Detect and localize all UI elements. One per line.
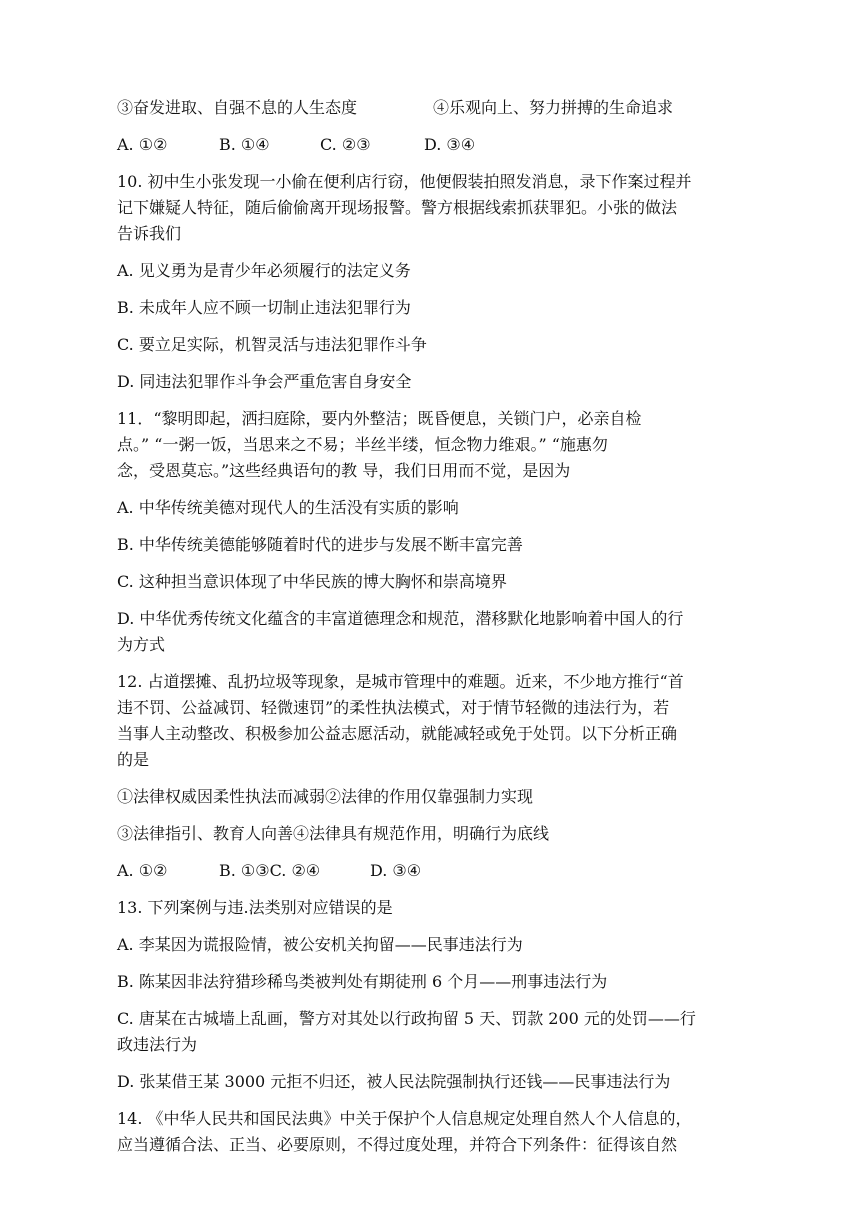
q12-option-a: A. ①② xyxy=(117,861,168,880)
q10-option-d: D. 同违法犯罪作斗争会严重危害自身安全 xyxy=(117,372,412,391)
q12-stem-line-2: 违不罚、公益减罚、轻微速罚”的柔性执法模式，对于情节轻微的违法行为，若 xyxy=(117,698,670,717)
q12-options xyxy=(117,858,740,884)
q10-stem-line-1: 10. 初中生小张发现一小偷在便利店行窃，他便假装拍照发消息，录下作案过程并 xyxy=(117,172,692,191)
q14-stem xyxy=(117,1106,740,1158)
q11-stem-line-1: 11．“黎明即起，洒扫庭除，要内外整洁；既昏便息，关锁门户，必亲自检 xyxy=(117,409,642,428)
q12-option-b-c: B. ①③C. ②④ xyxy=(219,861,321,880)
q13-stem: 13. 下列案例与违.法类别对应错误的是 xyxy=(117,898,393,917)
q10-option-c: C. 要立足实际，机智灵活与违法犯罪作斗争 xyxy=(117,335,427,354)
q10-stem xyxy=(117,169,740,247)
q12-stem-line-4: 的是 xyxy=(117,750,150,769)
q9-item-4: ④乐观向上、努力拼搏的生命追求 xyxy=(433,98,674,117)
q11-option-c: C. 这种担当意识体现了中华民族的博大胸怀和崇高境界 xyxy=(117,572,507,591)
q12-stem-line-1: 12. 占道摆摊、乱扔垃圾等现象，是城市管理中的难题。近来，不少地方推行“首 xyxy=(117,672,684,691)
q10-stem-line-3: 告诉我们 xyxy=(117,224,182,243)
q9-items-row xyxy=(117,95,740,121)
q13-option-c xyxy=(117,1006,740,1058)
q13-option-a: A. 李某因为谎报险情，被公安机关拘留——民事违法行为 xyxy=(117,935,523,954)
q13-option-b: B. 陈某因非法狩猎珍稀鸟类被判处有期徒刑 6 个月——刑事违法行为 xyxy=(117,972,608,991)
q10-stem-line-2: 记下嫌疑人特征，随后偷偷离开现场报警。警方根据线索抓获罪犯。小张的做法 xyxy=(117,198,678,217)
document-page xyxy=(117,95,740,1158)
q9-options xyxy=(117,132,740,158)
q11-option-d-line-1: D. 中华优秀传统文化蕴含的丰富道德理念和规范，潜移默化地影响着中国人的行 xyxy=(117,609,684,628)
q10-option-a: A. 见义勇为是青少年必须履行的法定义务 xyxy=(117,261,411,280)
q12-stem xyxy=(117,669,740,773)
q10-option-b: B. 未成年人应不顾一切制止违法犯罪行为 xyxy=(117,298,411,317)
q13-option-c-line-1: C. 唐某在古城墙上乱画，警方对其处以行政拘留 5 天、罚款 200 元的处罚——行 xyxy=(117,1009,696,1028)
q9-option-b: B. ①④ xyxy=(219,135,270,154)
q9-option-c: C. ②③ xyxy=(320,135,371,154)
q9-item-3: ③奋发进取、自强不息的人生态度 xyxy=(117,98,358,117)
q11-stem xyxy=(117,406,740,484)
q14-stem-line-1: 14. 《中华人民共和国民法典》中关于保护个人信息规定处理自然人个人信息的， xyxy=(117,1109,692,1128)
q14-stem-line-2: 应当遵循合法、正当、必要原则，不得过度处理，并符合下列条件：征得该自然 xyxy=(117,1135,678,1154)
q11-option-b: B. 中华传统美德能够随着时代的进步与发展不断丰富完善 xyxy=(117,535,523,554)
q11-stem-line-2: 点。” “一粥一饭，当思来之不易；半丝半缕，恒念物力维艰。” “施惠勿 xyxy=(117,435,608,454)
q13-option-c-line-2: 政违法行为 xyxy=(117,1035,198,1054)
q12-items-1-2: ①法律权威因柔性执法而减弱②法律的作用仅靠强制力实现 xyxy=(117,787,534,806)
q12-stem-line-3: 当事人主动整改、积极参加公益志愿活动，就能减轻或免于处罚。以下分析正确 xyxy=(117,724,678,743)
q13-option-d: D. 张某借王某 3000 元拒不归还，被人民法院强制执行还钱——民事违法行为 xyxy=(117,1072,671,1091)
q12-items-3-4: ③法律指引、教育人向善④法律具有规范作用，明确行为底线 xyxy=(117,824,550,843)
q11-option-d-line-2: 为方式 xyxy=(117,635,166,654)
q9-option-a: A. ①② xyxy=(117,135,168,154)
q12-option-d: D. ③④ xyxy=(370,861,422,880)
q11-stem-line-3: 念，受恩莫忘。”这些经典语句的教 导，我们日用而不觉，是因为 xyxy=(117,461,571,480)
q11-option-a: A. 中华传统美德对现代人的生活没有实质的影响 xyxy=(117,498,459,517)
q11-option-d xyxy=(117,606,740,658)
q9-option-d: D. ③④ xyxy=(424,135,476,154)
